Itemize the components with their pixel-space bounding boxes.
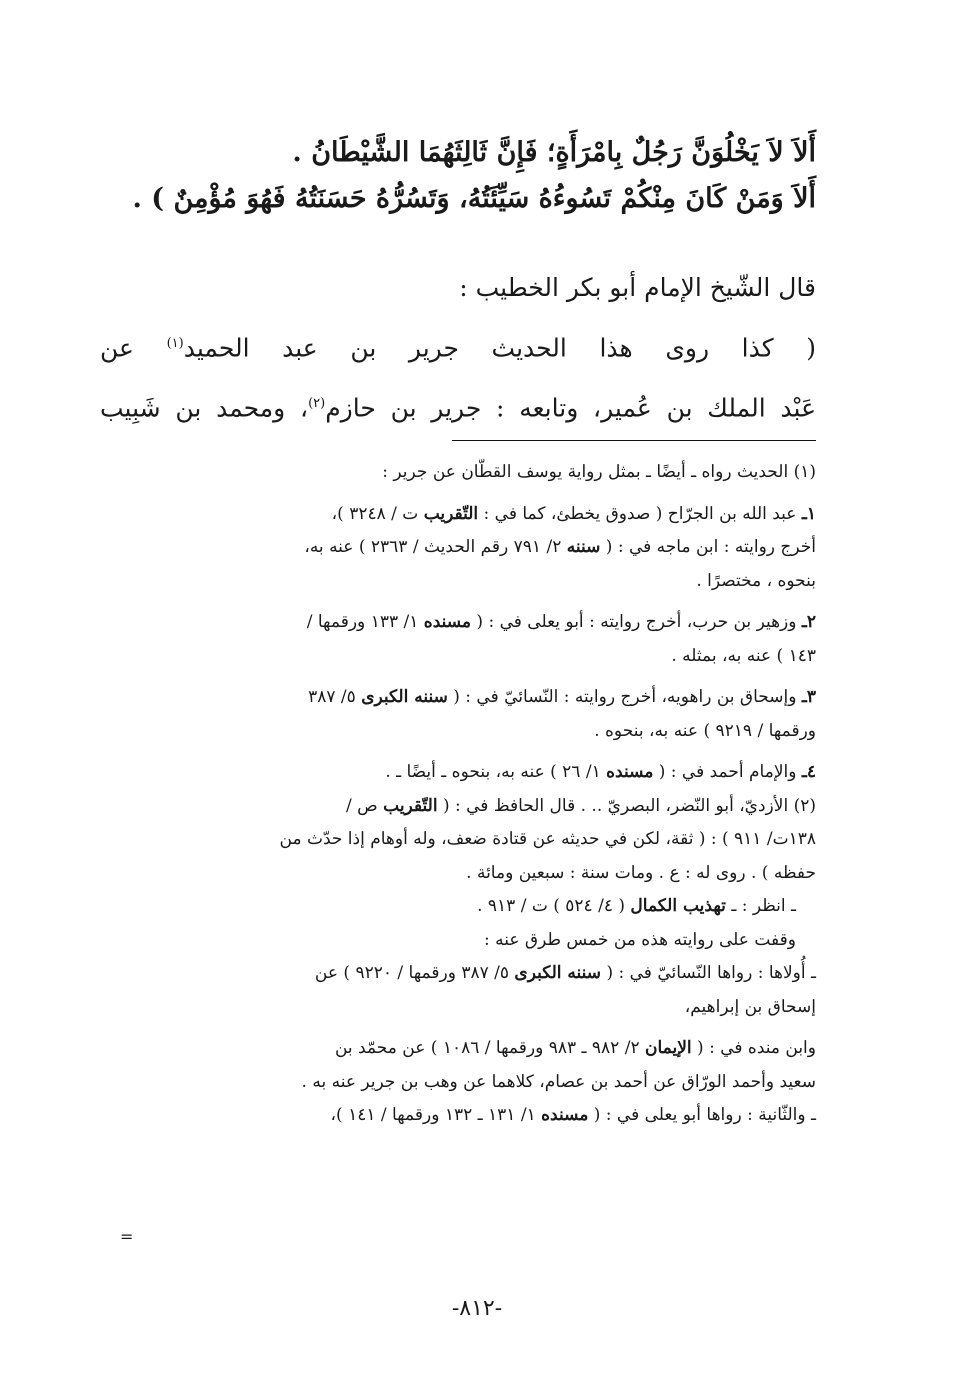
note-2-second: ـ والثّانية : رواها أبو يعلى في : ( مسنده ١/ ١٣١ ـ ١٣٢ ورقمها / ١٤١ )، bbox=[330, 1105, 816, 1125]
note-2-end: حفظه ) . روى له : ع . ومات سنة : سبعين ومائة . bbox=[466, 862, 816, 883]
note-1-item-2-cont: ١٤٣ ) عنه به، بمثله . bbox=[671, 645, 816, 666]
footnotes bbox=[100, 456, 816, 1133]
note-1-item-4: ٤ـ والإمام أحمد في : ( مسنده ١/ ٢٦ ) عنه به، بنحوه ـ أيضًا ـ . bbox=[385, 762, 816, 782]
note-2: (٢) الأزديّ، أبو النّضر، البصريّ .. . قال الحافظ في : ( التّقريب ص / bbox=[346, 795, 816, 816]
continuation-mark: = bbox=[120, 1227, 134, 1246]
footnote-ref-1: (١) bbox=[166, 336, 184, 351]
hadith-line-1: أَلاَ لاَ يَخْلُوَنَّ رَجُلٌ بِامْرَأَةٍ؛ فَإِنَّ ثَالِثَهُمَا الشَّيْطَانُ . bbox=[292, 137, 816, 168]
note-2-first: ـ أُولاها : رواها النّسائيّ في : ( سننه الكبرى ٥/ ٣٨٧ ورقمها / ٩٢٢٠ ) عن bbox=[314, 963, 816, 983]
body-line-2: ( كذا روى هذا الحديث جرير بن عبد الحميد$^{(١)}$ عن bbox=[100, 333, 816, 363]
page-number: -٨١٢- bbox=[451, 1296, 503, 1321]
hadith-line-2: أَلاَ وَمَنْ كَانَ مِنْكُمْ تَسُوءُهُ سَيِّئَتُهُ، وَتَسُرُّهُ حَسَنَتُهُ فَهُوَ مُؤْمِنٌ ) . bbox=[132, 183, 816, 214]
note-2-first-cont: إسحاق بن إبراهيم، bbox=[684, 996, 816, 1017]
note-1-item-1: ١ـ عبد الله بن الجرّاح ( صدوق يخطئ، كما في : التّقريب ت / ٣٢٤٨ )، bbox=[331, 503, 816, 524]
note-1-item-1-end: بنحوه ، مختصرًا . bbox=[696, 570, 816, 591]
note-1-item-3-cont: ورقمها / ٩٢١٩ ) عنه به، بنحوه . bbox=[594, 720, 816, 741]
note-2-ibn-mandah-cont: سعيد وأحمد الورّاق عن أحمد بن عصام، كلاهما عن وهب بن جرير عنه به . bbox=[301, 1071, 816, 1092]
note-2-see: ـ انظر : ـ تهذيب الكمال ( ٤/ ٥٢٤ ) ت / ٩١٣ . bbox=[477, 896, 796, 916]
note-2-cont: ١٣٨ت/ ٩١١ ) : ( ثقة، لكن في حديثه عن قتادة ضعف، وله أوهام إذا حدّث من bbox=[279, 829, 816, 849]
note-2-found: وقفت على روايته هذه من خمس طرق عنه : bbox=[484, 929, 796, 950]
note-1-item-3: ٣ـ وإسحاق بن راهويه، أخرج روايته : النّسائيّ في : ( سننه الكبرى ٥/ ٣٨٧ bbox=[308, 687, 816, 707]
note-1-item-2: ٢ـ وزهير بن حرب، أخرج روايته : أبو يعلى في : ( مسنده ١/ ١٣٣ ورقمها / bbox=[306, 612, 816, 632]
note-2-ibn-mandah: وابن منده في : ( الإيمان ٢/ ٩٨٢ ـ ٩٨٣ ورقمها / ١٠٨٦ ) عن محمّد بن bbox=[334, 1038, 816, 1058]
footnote-divider bbox=[452, 440, 816, 441]
note-1-item-1-cont: أخرج روايته : ابن ماجه في : ( سننه ٢/ ٧٩١ رقم الحديث / ٢٣٦٣ ) عنه به، bbox=[304, 537, 816, 557]
intro-line: قال الشّيخ الإمام أبو بكر الخطيب : bbox=[459, 273, 816, 302]
main-text bbox=[100, 130, 816, 437]
footnote-ref-2: (٢) bbox=[308, 396, 326, 412]
note-1-head: (١) الحديث رواه ـ أيضًا ـ بمثل رواية يوسف القطّان عن جرير : bbox=[382, 462, 816, 482]
body-line-3: عَبْد الملك بن عُمير، وتابعه : جرير بن حازم$^{(٢)}$، ومحمد بن شَبِيب bbox=[100, 393, 816, 423]
